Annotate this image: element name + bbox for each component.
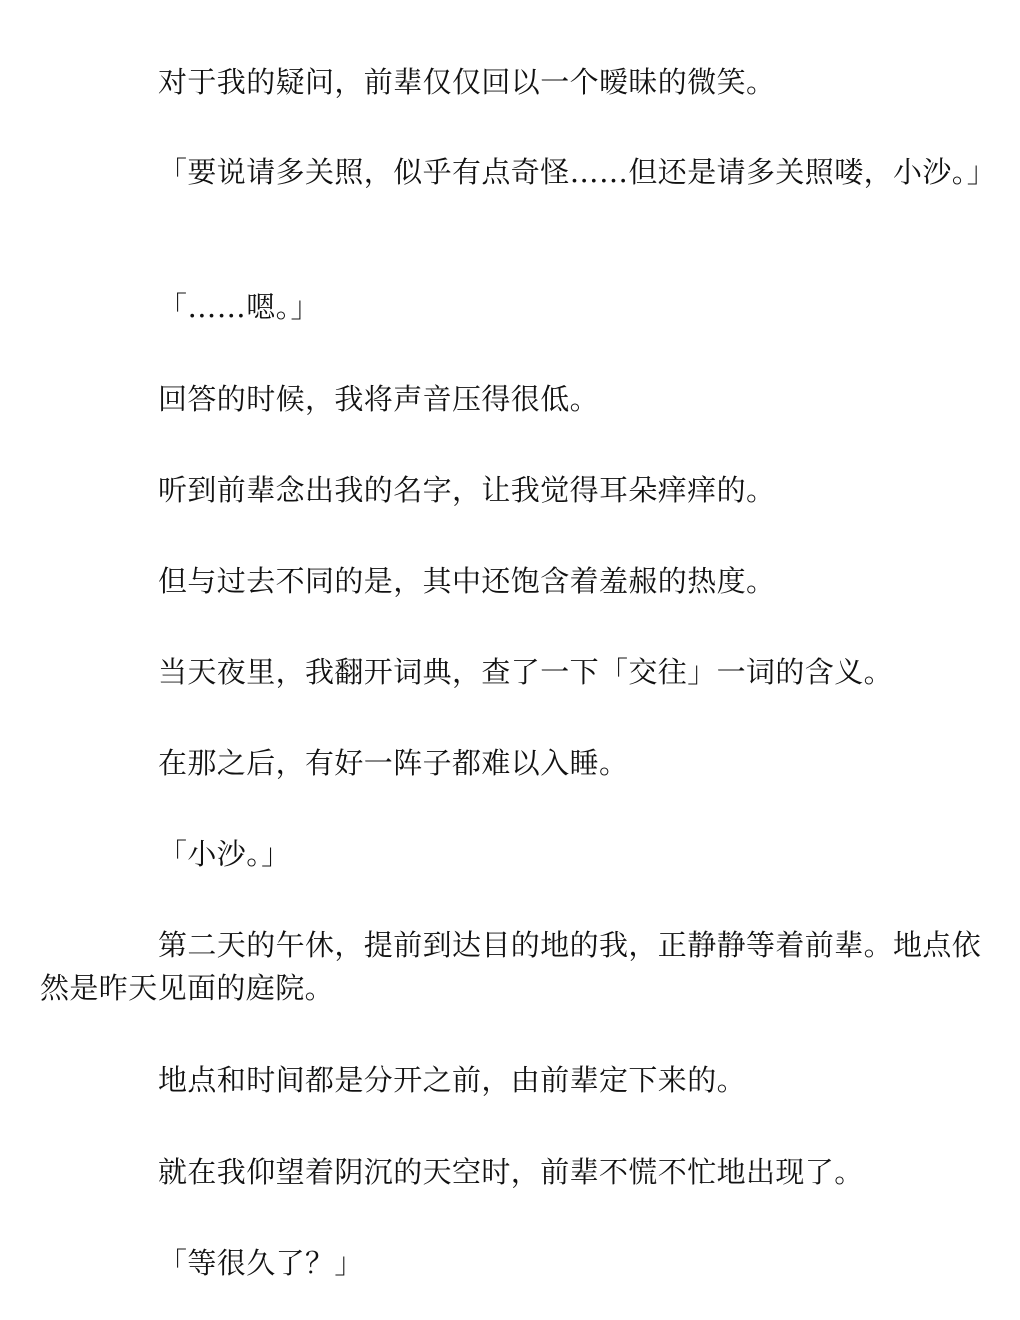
paragraph: 「……嗯。」 [158, 290, 320, 324]
paragraph: 在那之后，有好一阵子都难以入睡。 [158, 746, 629, 780]
paragraph: 就在我仰望着阴沉的天空时，前辈不慌不忙地出现了。 [158, 1155, 864, 1189]
paragraph: 当天夜里，我翻开词典，查了一下「交往」一词的含义。 [158, 655, 894, 689]
paragraph: 第二天的午休，提前到达目的地的我，正静静等着前辈。地点依然是昨天见面的庭院。 [40, 928, 982, 1005]
paragraph: 「小沙。」 [158, 837, 291, 871]
paragraph: 「等很久了？」 [158, 1246, 364, 1280]
paragraph: 听到前辈念出我的名字，让我觉得耳朵痒痒的。 [158, 473, 776, 507]
paragraph: 地点和时间都是分开之前，由前辈定下来的。 [158, 1063, 747, 1097]
paragraph: 回答的时候，我将声音压得很低。 [158, 382, 600, 416]
paragraph: 「要说请多关照，似乎有点奇怪……但还是请多关照喽，小沙。」 [158, 155, 997, 189]
paragraph: 但与过去不同的是，其中还饱含着羞赧的热度。 [158, 564, 776, 598]
paragraph: 对于我的疑问，前辈仅仅回以一个暧昧的微笑。 [158, 65, 776, 99]
